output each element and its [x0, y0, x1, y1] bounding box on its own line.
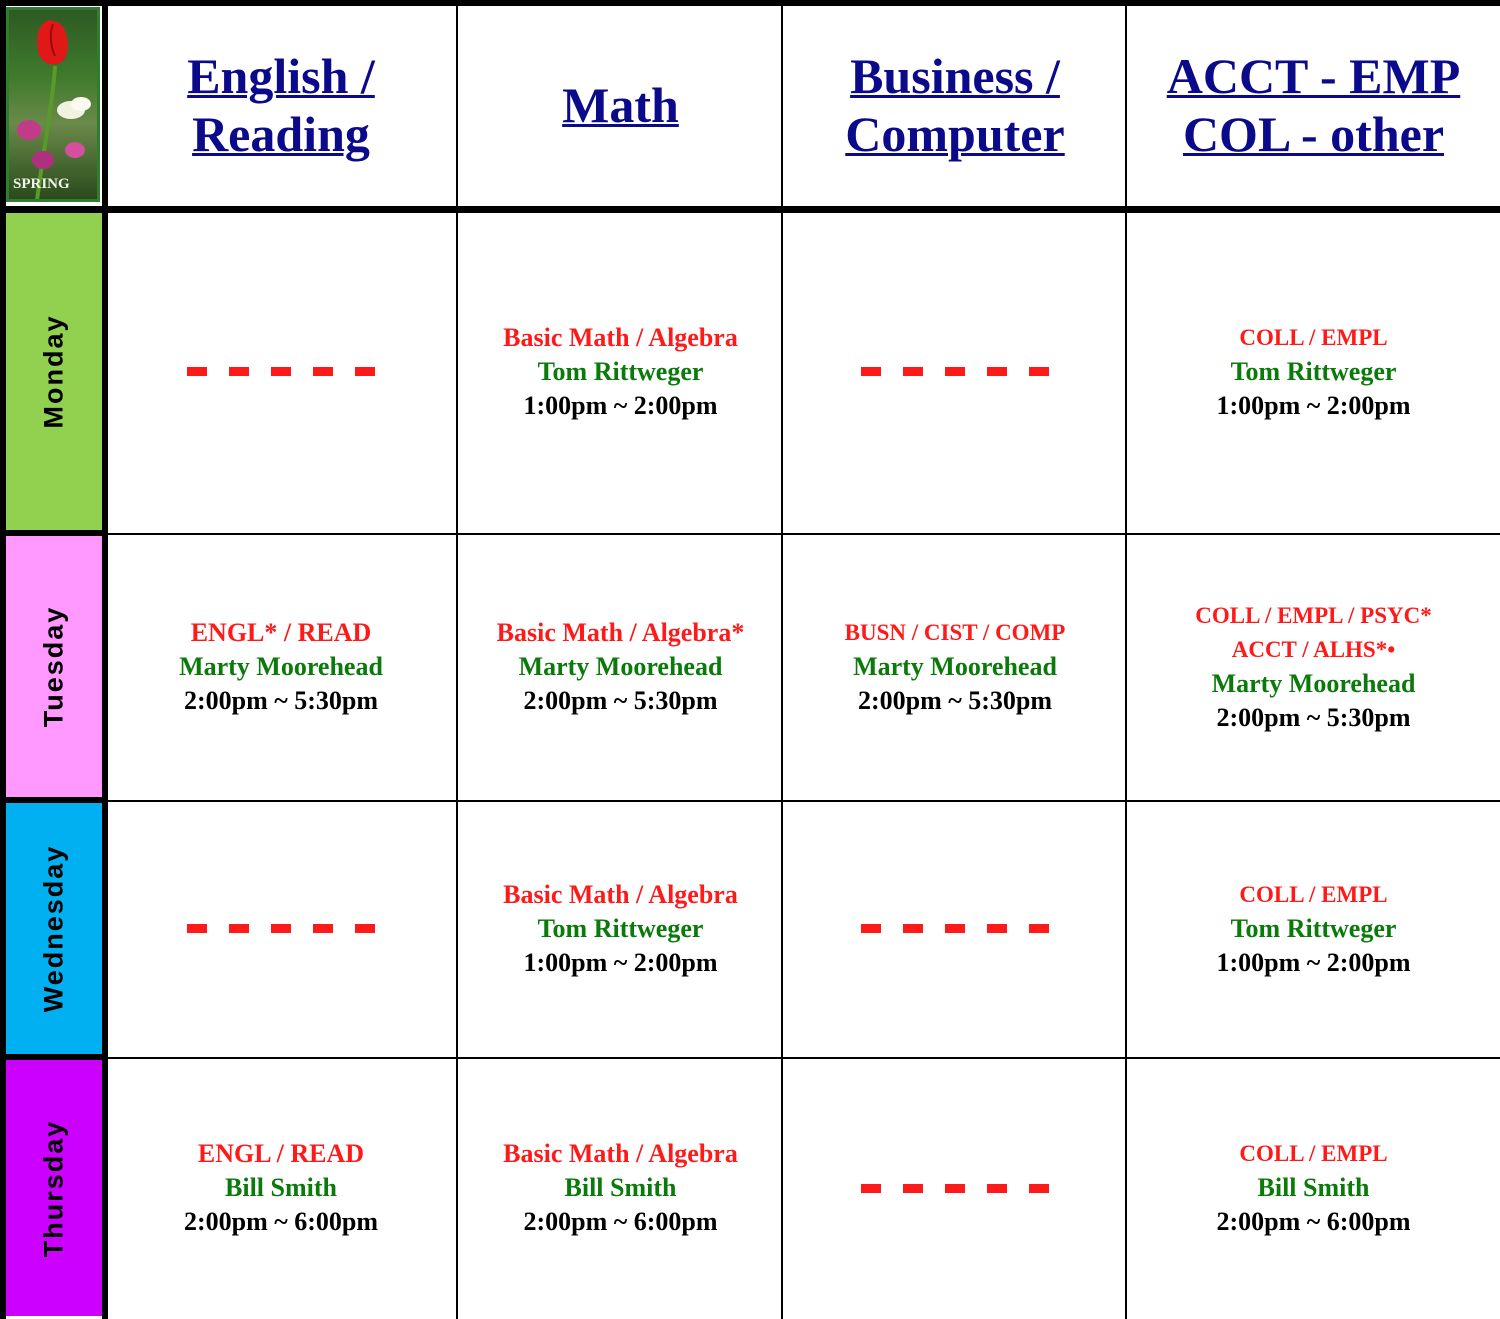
session-time: 1:00pm ~ 2:00pm: [1216, 390, 1411, 420]
column-header-line: English /: [187, 48, 375, 104]
top-border: [0, 0, 1500, 6]
subject-label: ENGL* / READ: [190, 617, 372, 647]
session-time: 1:00pm ~ 2:00pm: [523, 390, 718, 420]
schedule-cell: [104, 1057, 458, 1319]
spring-flower-image: [6, 7, 100, 202]
no-session-dashes: [861, 1184, 1049, 1193]
header-divider: [0, 206, 1500, 213]
column-header-line: Reading: [192, 106, 370, 162]
day-divider: [0, 1054, 104, 1060]
tutor-name: Marty Moorehead: [179, 651, 383, 681]
tutor-name: Bill Smith: [564, 1173, 677, 1202]
column-header-4: [1127, 0, 1500, 210]
column-header-line: ACCT - EMP: [1166, 48, 1461, 104]
session-time: 2:00pm ~ 5:30pm: [523, 685, 718, 715]
schedule-cell: [1127, 1057, 1500, 1319]
day-label-wednesday: [6, 803, 102, 1054]
session-time: 2:00pm ~ 5:30pm: [1216, 702, 1411, 732]
column-header-link[interactable]: [1167, 47, 1461, 163]
day-column-divider: [102, 0, 108, 1319]
schedule-cell: [458, 1057, 783, 1319]
subject-label-2: ACCT / ALHS*•: [1231, 636, 1396, 662]
subject-label: COLL / EMPL / PSYC*: [1195, 602, 1432, 628]
left-border: [0, 0, 6, 1319]
schedule-cell: [1127, 800, 1500, 1057]
day-divider: [0, 530, 104, 536]
subject-label: ENGL / READ: [197, 1139, 365, 1168]
schedule-cell: [783, 1057, 1127, 1319]
column-header-3: [783, 0, 1127, 210]
tutor-name: Bill Smith: [1257, 1173, 1370, 1202]
day-label-tuesday: [6, 536, 102, 797]
tutor-name: Marty Moorehead: [853, 651, 1057, 681]
session-time: 1:00pm ~ 2:00pm: [1216, 947, 1411, 977]
column-divider: [1125, 0, 1127, 1319]
session-time: 2:00pm ~ 6:00pm: [183, 1207, 379, 1236]
session-time: 2:00pm ~ 5:30pm: [183, 685, 379, 715]
day-divider: [0, 797, 104, 803]
row-divider: [104, 800, 1500, 802]
subject-label: Basic Math / Algebra: [503, 1139, 738, 1168]
subject-label: Basic Math / Algebra: [503, 322, 738, 352]
session-time: 1:00pm ~ 2:00pm: [523, 947, 718, 977]
day-label-text: Monday: [38, 314, 69, 429]
tutor-name: Bill Smith: [225, 1173, 337, 1202]
schedule-cell: [783, 210, 1127, 533]
schedule-cell: [783, 533, 1127, 800]
tutor-name: Tom Rittweger: [537, 913, 704, 943]
column-header-line: Computer: [845, 106, 1065, 162]
row-divider: [104, 533, 1500, 535]
no-session-dashes: [187, 924, 375, 933]
column-header-link[interactable]: [187, 47, 375, 163]
day-label-text: Thursday: [38, 1119, 69, 1257]
day-label-thursday: [6, 1060, 102, 1316]
day-label-text: Wednesday: [38, 844, 69, 1013]
schedule-cell: [783, 800, 1127, 1057]
schedule-cell: [458, 800, 783, 1057]
schedule-cell: [1127, 533, 1500, 800]
subject-label: COLL / EMPL: [1239, 881, 1388, 907]
tutor-name: Marty Moorehead: [518, 651, 723, 681]
no-session-dashes: [861, 367, 1049, 376]
schedule-cell: [458, 533, 783, 800]
day-label-monday: [6, 213, 102, 530]
day-label-text: Tuesday: [38, 605, 69, 728]
column-divider: [781, 0, 783, 1319]
column-header-link[interactable]: [562, 76, 679, 134]
subject-label: COLL / EMPL: [1239, 324, 1388, 350]
session-time: 2:00pm ~ 6:00pm: [1216, 1207, 1411, 1236]
column-header-link[interactable]: [845, 47, 1064, 163]
subject-label: COLL / EMPL: [1239, 1141, 1388, 1166]
column-divider: [456, 0, 458, 1319]
subject-label: Basic Math / Algebra: [503, 879, 738, 909]
session-time: 2:00pm ~ 6:00pm: [523, 1207, 718, 1236]
column-header-line: Math: [562, 77, 679, 133]
no-session-dashes: [187, 367, 375, 376]
row-divider: [104, 1057, 1500, 1059]
tutor-name: Tom Rittweger: [537, 356, 704, 386]
column-header-line: COL - other: [1182, 106, 1445, 162]
tutor-name: Tom Rittweger: [1230, 356, 1397, 386]
tutor-name: Tom Rittweger: [1230, 913, 1397, 943]
column-header-line: Business /: [850, 48, 1060, 104]
schedule-cell: [1127, 210, 1500, 533]
schedule-cell: [104, 533, 458, 800]
tutor-name: Marty Moorehead: [1211, 668, 1416, 698]
subject-label: BUSN / CIST / COMP: [844, 619, 1066, 645]
schedule-cell: [104, 800, 458, 1057]
subject-label: Basic Math / Algebra*: [496, 617, 745, 647]
schedule-cell: [104, 210, 458, 533]
logo-label: SPRING: [13, 176, 70, 192]
column-header-1: [104, 0, 458, 210]
schedule-cell: [458, 210, 783, 533]
tulip-icon: [9, 10, 100, 202]
no-session-dashes: [861, 924, 1049, 933]
column-header-2: [458, 0, 783, 210]
session-time: 2:00pm ~ 5:30pm: [857, 685, 1053, 715]
